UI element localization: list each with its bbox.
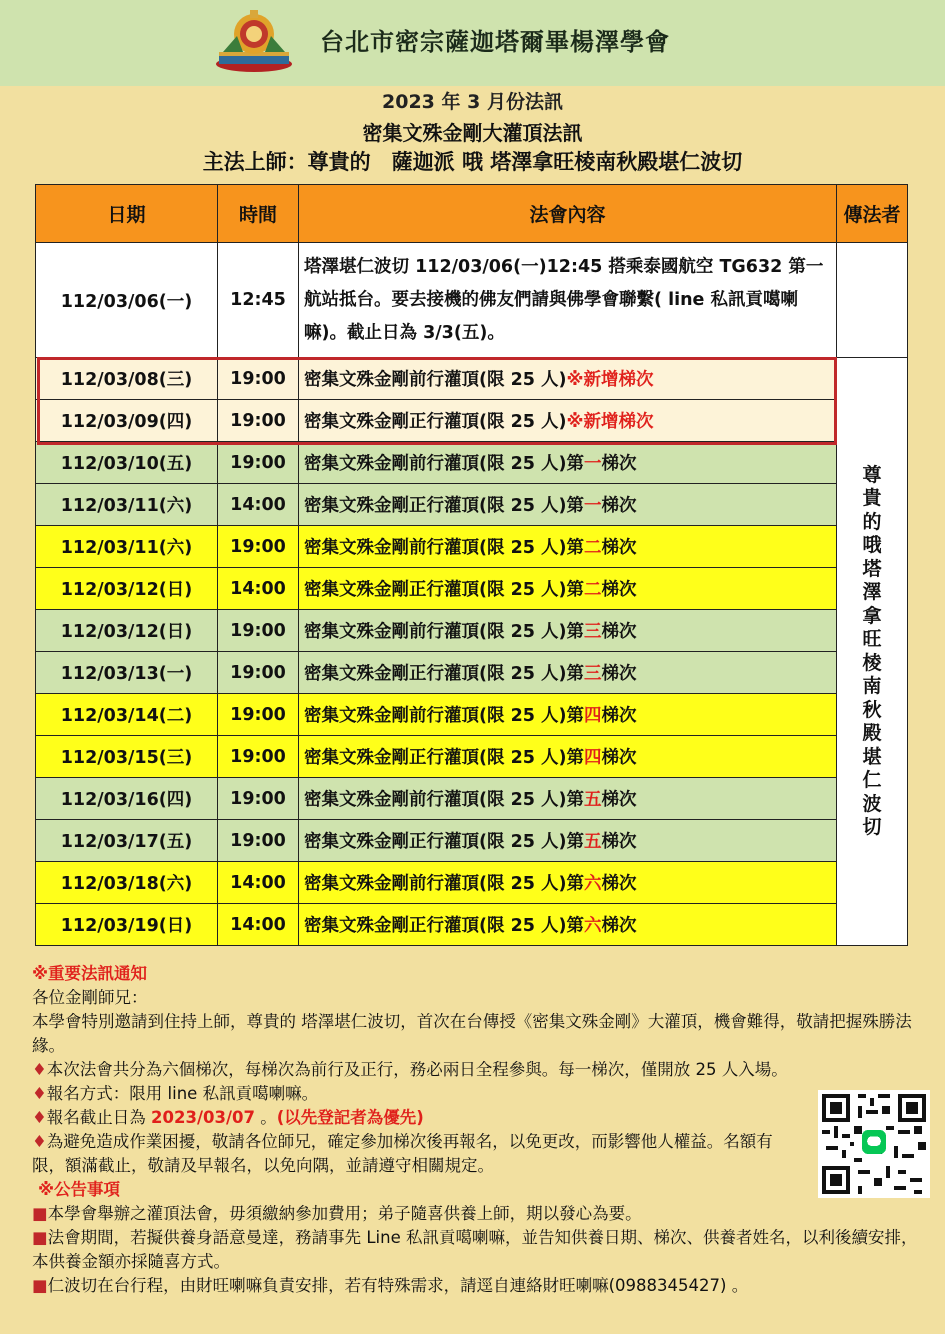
table-row — [36, 484, 908, 526]
session-text: 密集文殊金剛正行灌頂(限 25 人)第 — [304, 664, 585, 684]
session-suffix: 梯次 — [601, 538, 637, 558]
session-content — [299, 652, 837, 694]
session-text: 密集文殊金剛正行灌頂(限 25 人)第 — [304, 496, 585, 516]
session-suffix: 梯次 — [601, 622, 637, 642]
session-mark: 三 — [584, 622, 602, 642]
notice-greeting: 各位金剛師兄： — [32, 988, 148, 1007]
notice-bullet: ♦本次法會共分為六個梯次，每梯次為前行及正行，務必兩日全程參與。每一梯次，僅開放 25 人入場。 — [32, 1060, 788, 1079]
session-suffix: 梯次 — [601, 496, 637, 516]
session-suffix: 梯次 — [601, 874, 637, 894]
session-date: 112/03/14(二) — [36, 694, 218, 736]
session-text: 密集文殊金剛前行灌頂(限 25 人)第 — [304, 622, 585, 642]
session-text: 密集文殊金剛正行灌頂(限 25 人) — [304, 412, 567, 432]
master-title: 主法上師：尊貴的 薩迦派 哦 塔澤拿旺棱南秋殿堪仁波切 — [202, 150, 743, 174]
session-text: 密集文殊金剛前行灌頂(限 25 人)第 — [304, 874, 585, 894]
session-content — [299, 568, 837, 610]
session-text: 密集文殊金剛正行灌頂(限 25 人)第 — [304, 916, 585, 936]
diamond-bullet-icon: ♦ — [32, 1132, 47, 1151]
session-time: 19:00 — [218, 358, 299, 400]
session-time: 19:00 — [218, 526, 299, 568]
session-content — [299, 484, 837, 526]
session-text: 密集文殊金剛前行灌頂(限 25 人)第 — [304, 706, 585, 726]
notice-section — [32, 962, 932, 1298]
session-date: 112/03/08(三) — [36, 358, 218, 400]
table-row — [36, 400, 908, 442]
issue-title: 2023 年 3 月份法訊 — [382, 91, 563, 113]
notice-title: ※重要法訊通知 — [32, 964, 148, 983]
session-suffix: 梯次 — [601, 454, 637, 474]
session-mark: 一 — [584, 496, 602, 516]
session-content — [299, 442, 837, 484]
session-date: 112/03/18(六) — [36, 862, 218, 904]
session-content — [299, 243, 837, 358]
session-mark: 一 — [584, 454, 602, 474]
table-row — [36, 904, 908, 946]
session-mark: 三 — [584, 664, 602, 684]
deadline-note: (以先登記者為優先) — [276, 1108, 424, 1127]
table-row — [36, 610, 908, 652]
announcement-item: ■本學會舉辦之灌頂法會，毋須繳納參加費用；弟子隨喜供養上師，期以發心為要。 — [32, 1204, 642, 1223]
session-content — [299, 610, 837, 652]
session-date: 112/03/16(四) — [36, 778, 218, 820]
session-content — [299, 904, 837, 946]
column-header-date: 日期 — [36, 185, 218, 243]
session-mark: 二 — [584, 538, 602, 558]
column-header-time: 時間 — [218, 185, 299, 243]
temple-emblem-icon — [213, 8, 295, 74]
session-mark: 六 — [584, 916, 602, 936]
session-mark: 四 — [584, 748, 602, 768]
table-row — [36, 442, 908, 484]
session-date: 112/03/06(一) — [36, 243, 218, 358]
session-time: 19:00 — [218, 400, 299, 442]
session-time: 19:00 — [218, 610, 299, 652]
session-time: 14:00 — [218, 484, 299, 526]
session-date: 112/03/11(六) — [36, 484, 218, 526]
table-row — [36, 568, 908, 610]
session-mark: 六 — [584, 874, 602, 894]
session-time: 19:00 — [218, 820, 299, 862]
session-date: 112/03/12(日) — [36, 568, 218, 610]
session-date: 112/03/11(六) — [36, 526, 218, 568]
session-content — [299, 694, 837, 736]
session-suffix: 梯次 — [601, 790, 637, 810]
session-text: 密集文殊金剛正行灌頂(限 25 人)第 — [304, 580, 585, 600]
table-row — [36, 694, 908, 736]
session-time: 14:00 — [218, 568, 299, 610]
session-suffix: 梯次 — [601, 664, 637, 684]
teacher-name-vertical: 尊貴的哦塔澤拿旺棱南秋殿堪仁波切 — [862, 463, 882, 838]
session-suffix: 梯次 — [601, 832, 637, 852]
square-bullet-icon: ■ — [32, 1228, 48, 1247]
session-mark: 五 — [584, 832, 602, 852]
announcement-title: ※公告事項 — [38, 1180, 121, 1199]
notice-bullet: ♦報名截止日為 2023/03/07 。(以先登記者為優先) — [32, 1108, 424, 1127]
session-suffix: 梯次 — [601, 580, 637, 600]
session-text: 密集文殊金剛前行灌頂(限 25 人)第 — [304, 538, 585, 558]
session-suffix: 梯次 — [601, 916, 637, 936]
session-content — [299, 526, 837, 568]
session-time: 19:00 — [218, 778, 299, 820]
session-content — [299, 400, 837, 442]
table-row — [36, 652, 908, 694]
table-row — [36, 862, 908, 904]
session-time: 19:00 — [218, 442, 299, 484]
session-mark: ※新增梯次 — [566, 412, 654, 432]
schedule-table — [35, 184, 908, 946]
table-row — [36, 778, 908, 820]
table-row — [36, 526, 908, 568]
session-date: 112/03/10(五) — [36, 442, 218, 484]
notice-intro: 本學會特別邀請到住持上師，尊貴的 塔澤堪仁波切，首次在台傳授《密集文殊金剛》大灌頂，機會難得，敬請把握殊勝法緣。 — [32, 1012, 912, 1055]
event-title: 密集文殊金剛大灌頂法訊 — [362, 121, 583, 145]
header-banner — [0, 0, 945, 86]
session-mark: ※新增梯次 — [566, 370, 654, 390]
organization-name: 台北市密宗薩迦塔爾畢楊澤學會 — [320, 28, 670, 56]
table-row — [36, 358, 908, 400]
column-header-teacher: 傳法者 — [837, 185, 908, 243]
session-mark: 五 — [584, 790, 602, 810]
session-date: 112/03/09(四) — [36, 400, 218, 442]
table-row — [36, 736, 908, 778]
session-content — [299, 862, 837, 904]
diamond-bullet-icon: ♦ — [32, 1084, 47, 1103]
session-text: 塔澤堪仁波切 112/03/06(一)12:45 搭乘泰國航空 TG632 第一航站抵台。要去接機的佛友們請與佛學會聯繫( line 私訊貢噶喇嘛)。截止日為 3/3(五)。 — [304, 256, 824, 343]
line-qr-code-icon — [818, 1090, 930, 1198]
session-text: 密集文殊金剛前行灌頂(限 25 人) — [304, 370, 567, 390]
session-time: 19:00 — [218, 694, 299, 736]
square-bullet-icon: ■ — [32, 1276, 48, 1295]
session-text: 密集文殊金剛前行灌頂(限 25 人)第 — [304, 790, 585, 810]
announcement-item: ■仁波切在台行程，由財旺喇嘛負責安排，若有特殊需求，請逕自連絡財旺喇嘛(0988345427) 。 — [32, 1276, 749, 1295]
diamond-bullet-icon: ♦ — [32, 1060, 47, 1079]
diamond-bullet-icon: ♦ — [32, 1108, 47, 1127]
session-date: 112/03/19(日) — [36, 904, 218, 946]
session-suffix: 梯次 — [601, 706, 637, 726]
teacher-name — [837, 358, 908, 946]
session-content — [299, 358, 837, 400]
teacher-cell-top — [837, 243, 908, 358]
session-text: 密集文殊金剛正行灌頂(限 25 人)第 — [304, 748, 585, 768]
session-date: 112/03/12(日) — [36, 610, 218, 652]
session-content — [299, 820, 837, 862]
deadline-date: 2023/03/07 — [151, 1108, 255, 1127]
session-content — [299, 778, 837, 820]
session-time: 12:45 — [218, 243, 299, 358]
session-date: 112/03/15(三) — [36, 736, 218, 778]
session-time: 14:00 — [218, 904, 299, 946]
session-time: 19:00 — [218, 652, 299, 694]
session-time: 14:00 — [218, 862, 299, 904]
notice-bullet: ♦報名方式：限用 line 私訊貢噶喇嘛。 — [32, 1084, 319, 1103]
session-mark: 四 — [584, 706, 602, 726]
session-date: 112/03/13(一) — [36, 652, 218, 694]
column-header-content: 法會內容 — [299, 185, 837, 243]
table-row — [36, 243, 908, 358]
session-date: 112/03/17(五) — [36, 820, 218, 862]
session-suffix: 梯次 — [601, 748, 637, 768]
session-text: 密集文殊金剛正行灌頂(限 25 人)第 — [304, 832, 585, 852]
session-text: 密集文殊金剛前行灌頂(限 25 人)第 — [304, 454, 585, 474]
announcement-item: ■法會期間，若擬供養身語意曼達，務請事先 Line 私訊貢噶喇嘛，並告知供養日期、梯次、供養者姓名，以利後續安排，本供養金額亦採隨喜方式。 — [32, 1228, 918, 1271]
session-content — [299, 736, 837, 778]
session-time: 19:00 — [218, 736, 299, 778]
square-bullet-icon: ■ — [32, 1204, 48, 1223]
session-mark: 二 — [584, 580, 602, 600]
notice-bullet: ♦為避免造成作業困擾，敬請各位師兄，確定參加梯次後再報名，以免更改，而影響他人權益。名額有限，額滿截止，敬請及早報名，以免向隅，並請遵守相關規定。 — [32, 1132, 773, 1175]
table-row — [36, 820, 908, 862]
